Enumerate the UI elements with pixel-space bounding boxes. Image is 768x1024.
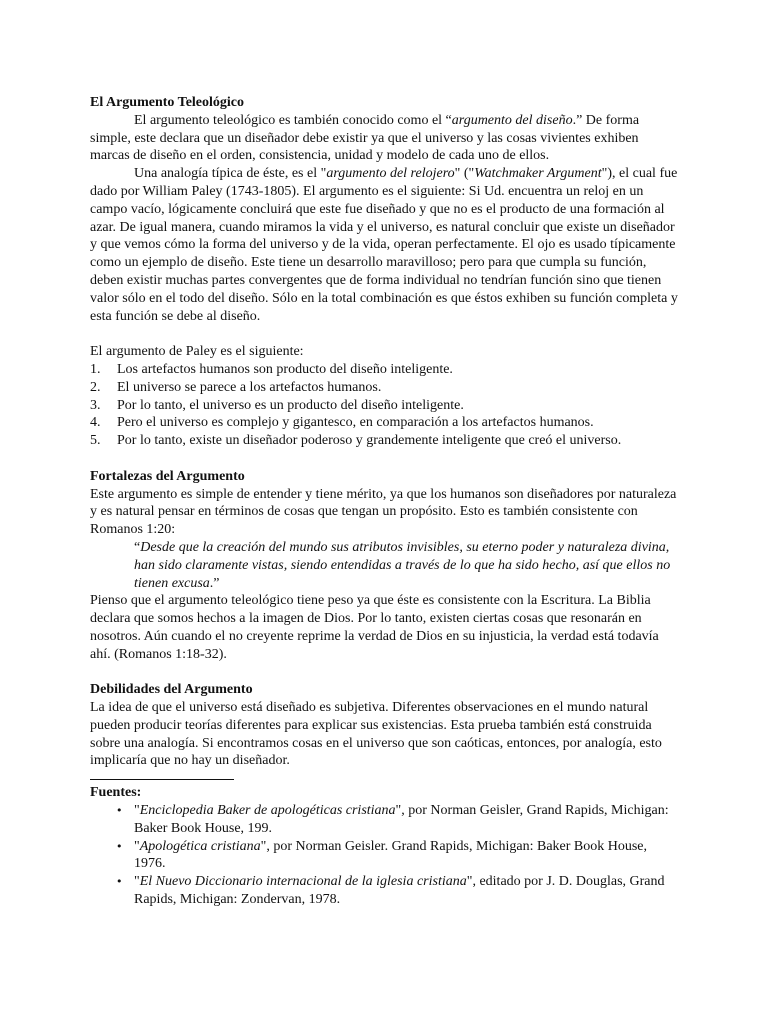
- footnote-divider: [90, 770, 234, 780]
- intro-p2-emphasis-1: argumento del relojero: [326, 166, 455, 182]
- source-title: Apologética cristiana: [139, 838, 261, 854]
- list-item-number: 2.: [90, 379, 101, 395]
- quote-close-mark: .”: [209, 575, 220, 591]
- document-title: El Argumento Teleológico: [90, 95, 244, 110]
- list-item-number: 4.: [90, 415, 101, 431]
- strengths-paragraph-1: Este argumento es simple de entender y tiene mérito, ya que los humanos son diseñadores por naturaleza y es natural pensar en términos de cosas que tengan un propósito. Esto es también consistente con Romanos 1:20:: [90, 486, 677, 538]
- document-page: [90, 94, 680, 909]
- source-details: ", editado por J. D. Douglas, Grand Rapids, Michigan: Zondervan, 1978.: [134, 874, 665, 908]
- intro-p2-text-c: "), el cual fue dado por William Paley (1743-1805). El argumento es el siguiente: Si Ud. encuentra un reloj en un campo vacío, lógicamente concluirá que este fue diseñado y que no es el producto de una formación al azar. De igual manera, cuando miramos la vida y el universo, es natural concluir que existe un diseñador y que vemos cómo la forma del universo y de la vida, operan perfectamente. El ojo es usado típicamente como un ejemplo de diseño. Este tiene un desarrollo maravilloso; pero para que cumpla su función, deben existir muchas partes convergentes que de forma individual no tendrían función sino que tienen valor sólo en el todo del diseño. Sólo en la total combinación es que éstos exhiben su función completa y esta función se debe al diseño.: [90, 166, 678, 324]
- quote-text: Desde que la creación del mundo sus atributos invisibles, su eterno poder y naturaleza divina, han sido claramente vistas, siendo entendidas a través de lo que ha sido hecho, así que ellos no tienen excusa: [134, 539, 671, 591]
- intro-p2-text-a: Una analogía típica de éste, es el ": [134, 166, 327, 182]
- source-details: ", por Norman Geisler. Grand Rapids, Michigan: Baker Book House, 1976.: [134, 838, 648, 872]
- spacer: [90, 664, 680, 682]
- strengths-paragraph-2: Pienso que el argumento teleológico tiene peso ya que éste es consistente con la Escritura. La Biblia declara que somos hechos a la imagen de Dios. Por lo tanto, existen ciertas cosas que resonarán en nosotros. Aún cuando el no creyente reprime la verdad de Dios en su injusticia, la verdad está todavía ahí. (Romanos 1:18-32).: [90, 593, 659, 662]
- source-item: [116, 838, 680, 874]
- spacer: [90, 450, 680, 468]
- source-item: [116, 873, 680, 909]
- spacer: [90, 325, 680, 343]
- list-item: [90, 432, 680, 450]
- intro-p1-text-a: El argumento teleológico es también conocido como el “: [134, 112, 452, 128]
- intro-p2-emphasis-2: Watchmaker Argument: [474, 166, 602, 182]
- list-item: [90, 414, 680, 432]
- bullet-icon: •: [116, 804, 123, 818]
- source-quote-open: ": [134, 838, 140, 854]
- sources-list: [90, 802, 680, 909]
- list-item-text: Los artefactos humanos son producto del diseño inteligente.: [117, 361, 453, 377]
- list-item-number: 3.: [90, 397, 101, 413]
- sources-heading: Fuentes:: [90, 785, 142, 801]
- list-item-number: 5.: [90, 433, 101, 449]
- bullet-icon: •: [116, 875, 123, 889]
- intro-p1-emphasis: argumento del diseño: [451, 112, 573, 128]
- source-title: El Nuevo Diccionario internacional de la iglesia cristiana: [139, 874, 467, 890]
- intro-paragraph-1: [90, 112, 680, 165]
- intro-paragraph-2: [90, 165, 680, 325]
- source-item: [116, 802, 680, 838]
- weaknesses-paragraph: La idea de que el universo está diseñado es subjetiva. Diferentes observaciones en el mundo natural pueden producir teorías diferentes para explicar sus existencias. Esta prueba también está construida sobre una analogía. Si encontramos cosas en el universo que son caóticas, entonces, por analogía, esto implicaría que no hay un diseñador.: [90, 700, 662, 769]
- scripture-quote: [134, 539, 680, 592]
- list-item: [90, 379, 680, 397]
- bullet-icon: •: [116, 839, 123, 853]
- source-quote-open: ": [134, 874, 140, 890]
- intro-p1-text-b: .” De forma simple, este declara que un diseñador debe existir ya que el universo y las cosas vivientes exhiben marcas de diseño en el orden, consistencia, unidad y modelo de cada uno de ellos.: [90, 112, 640, 164]
- list-item-number: 1.: [90, 361, 101, 377]
- list-item-text: Por lo tanto, el universo es un producto del diseño inteligente.: [117, 397, 464, 413]
- weaknesses-heading: Debilidades del Argumento: [90, 682, 253, 698]
- source-details: ", por Norman Geisler, Grand Rapids, Michigan: Baker Book House, 199.: [134, 803, 669, 836]
- source-quote-open: ": [134, 803, 140, 819]
- list-item: [90, 361, 680, 379]
- source-title: Enciclopedia Baker de apologéticas cristiana: [139, 803, 396, 819]
- paley-lead: El argumento de Paley es el siguiente:: [90, 344, 304, 360]
- quote-open-mark: “: [134, 539, 141, 555]
- strengths-heading: Fortalezas del Argumento: [90, 468, 245, 484]
- paley-steps-list: [90, 361, 680, 450]
- list-item-text: Pero el universo es complejo y gigantesco, en comparación a los artefactos humanos.: [117, 415, 594, 431]
- list-item-text: El universo se parece a los artefactos humanos.: [117, 379, 382, 395]
- list-item: [90, 397, 680, 415]
- list-item-text: Por lo tanto, existe un diseñador poderoso y grandemente inteligente que creó el universo.: [117, 433, 622, 449]
- intro-p2-text-b: " (": [454, 166, 475, 182]
